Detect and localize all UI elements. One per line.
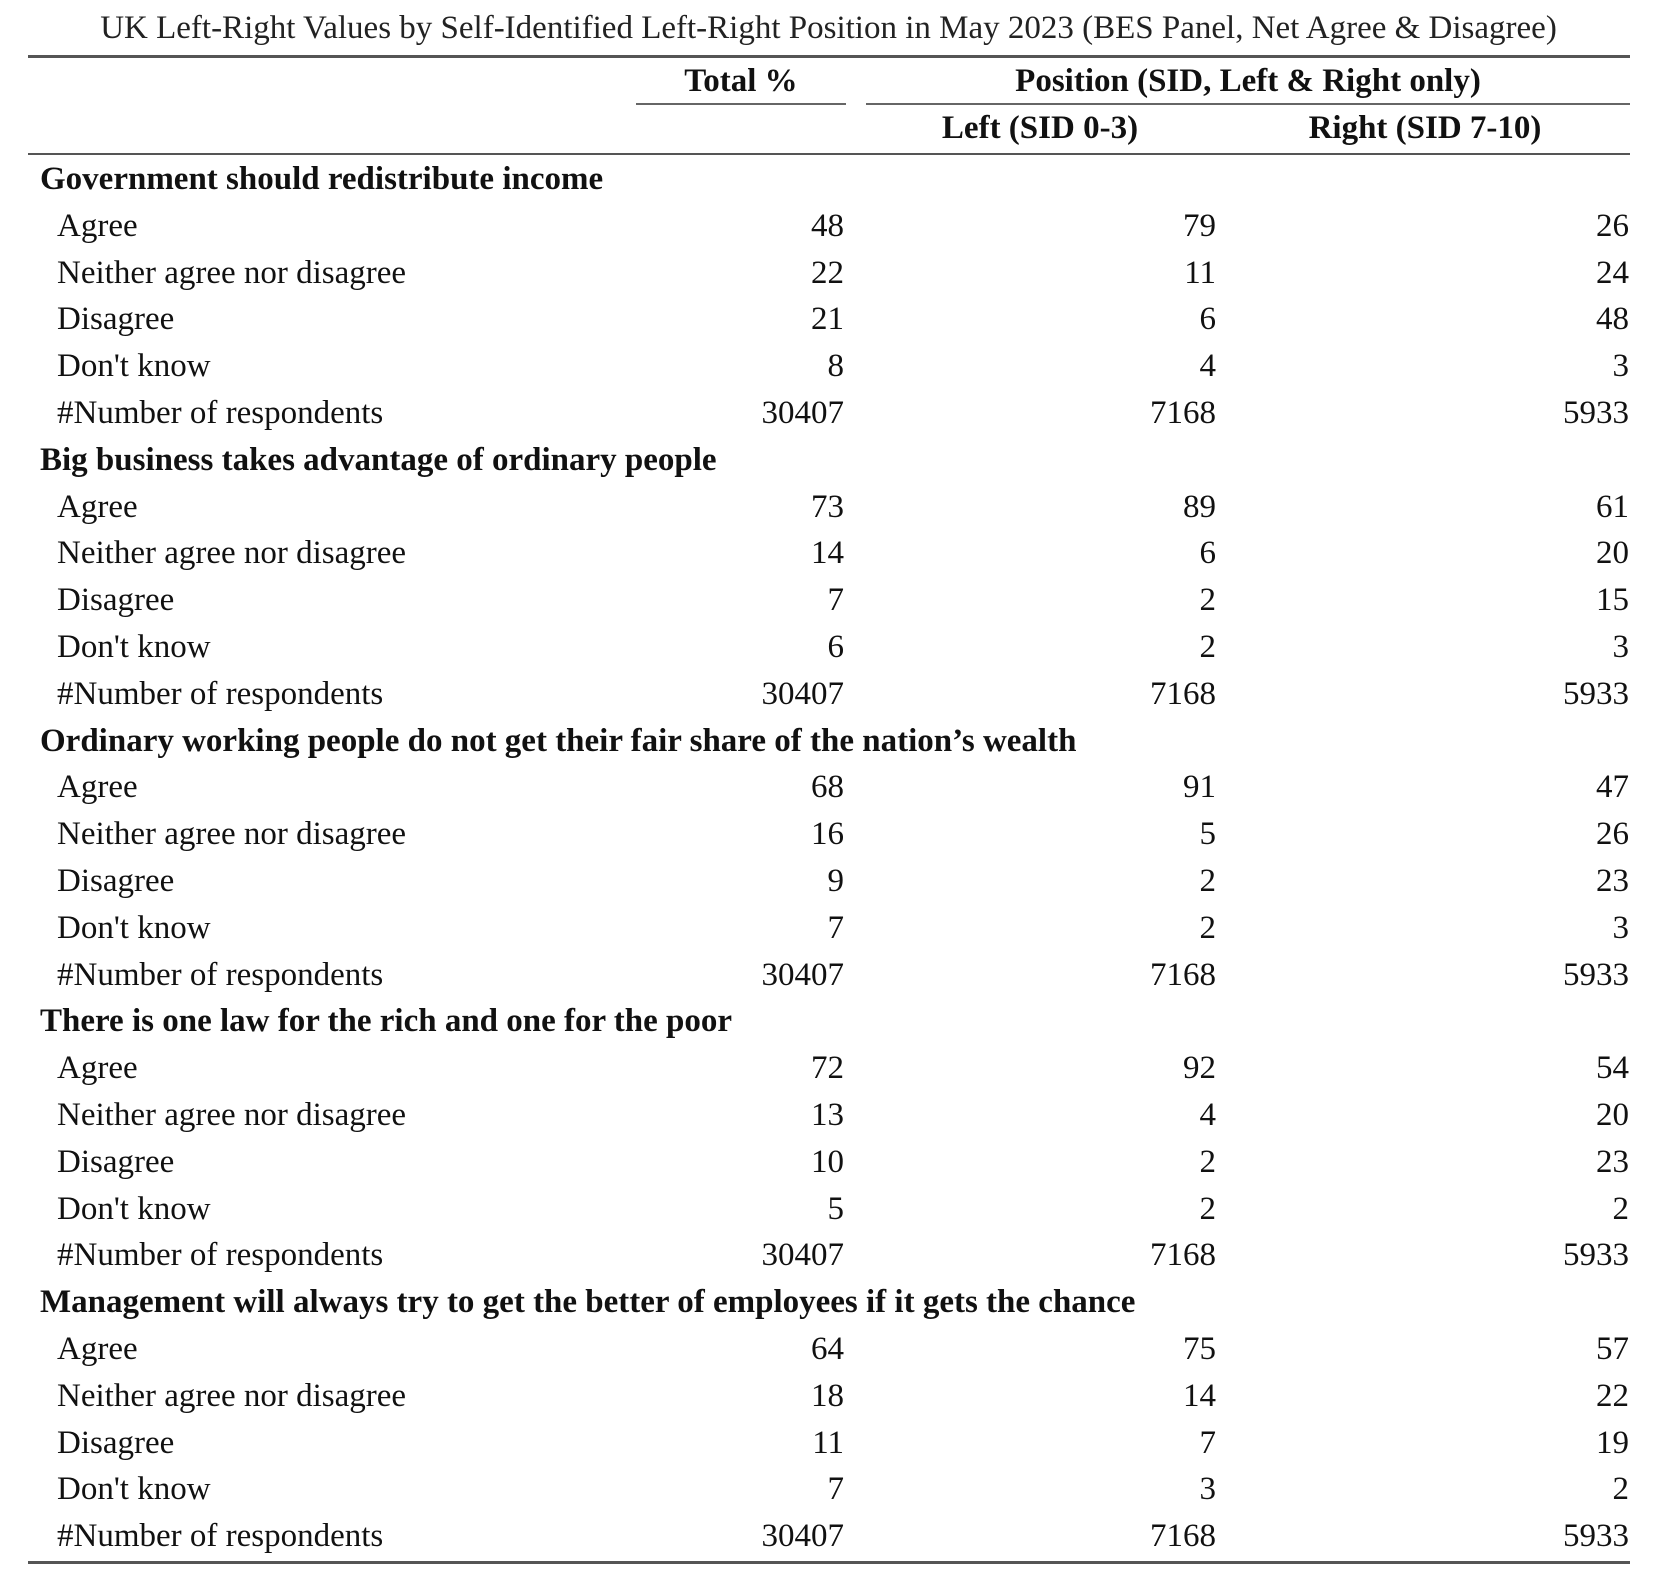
left-value: 7168 <box>1150 1237 1216 1274</box>
total-header-underline <box>636 103 846 105</box>
row-label: Don't know <box>57 909 211 946</box>
position-header-underline <box>866 103 1630 105</box>
right-value: 47 <box>1596 769 1629 806</box>
total-value: 73 <box>811 488 844 525</box>
section-row <box>0 437 1657 484</box>
header-bottom-rule <box>28 153 1630 155</box>
total-value: 10 <box>811 1143 844 1180</box>
right-value: 26 <box>1596 816 1629 853</box>
left-value: 4 <box>1199 348 1216 385</box>
total-value: 7 <box>827 582 844 619</box>
right-value: 54 <box>1596 1050 1629 1087</box>
left-value: 2 <box>1199 1143 1216 1180</box>
left-value: 3 <box>1199 1471 1216 1508</box>
table-row <box>0 390 1657 437</box>
row-label: Agree <box>57 488 138 525</box>
right-value: 20 <box>1596 535 1629 572</box>
total-value: 21 <box>811 301 844 338</box>
table-row <box>0 858 1657 905</box>
left-value: 79 <box>1183 207 1216 244</box>
table-row <box>0 1186 1657 1233</box>
row-label: Neither agree nor disagree <box>57 1377 407 1414</box>
left-value: 2 <box>1199 862 1216 899</box>
section-title: Management will always try to get the better of employees if it gets the chance <box>40 1284 1136 1321</box>
row-label: Neither agree nor disagree <box>57 1096 407 1133</box>
total-value: 7 <box>827 909 844 946</box>
table-row <box>0 250 1657 297</box>
row-label: Disagree <box>57 1424 175 1461</box>
row-label: #Number of respondents <box>57 675 384 712</box>
row-label: Neither agree nor disagree <box>57 816 407 853</box>
section-title: There is one law for the rich and one for the poor <box>40 1003 733 1040</box>
left-value: 14 <box>1183 1377 1216 1414</box>
total-value: 30407 <box>761 1237 844 1274</box>
total-value: 13 <box>811 1096 844 1133</box>
left-value: 7168 <box>1150 956 1216 993</box>
right-value: 26 <box>1596 207 1629 244</box>
section-title: Government should redistribute income <box>40 161 604 197</box>
header-position: Position (SID, Left & Right only) <box>1015 63 1481 99</box>
row-label: #Number of respondents <box>57 1237 384 1274</box>
right-value: 23 <box>1596 862 1629 899</box>
row-label: #Number of respondents <box>57 394 384 431</box>
right-value: 22 <box>1596 1377 1629 1414</box>
section-title: Ordinary working people do not get their fair share of the nation’s wealth <box>40 722 1077 759</box>
row-label: Don't know <box>57 628 211 665</box>
row-label: Agree <box>57 1050 138 1087</box>
total-value: 30407 <box>761 1518 844 1555</box>
right-value: 61 <box>1596 488 1629 525</box>
left-value: 89 <box>1183 488 1216 525</box>
section-row <box>0 156 1657 203</box>
row-label: Agree <box>57 1330 138 1367</box>
row-label: Agree <box>57 207 138 244</box>
right-value: 48 <box>1596 301 1629 338</box>
bottom-rule <box>28 1561 1630 1564</box>
row-label: Disagree <box>57 862 175 899</box>
left-value: 75 <box>1183 1330 1216 1367</box>
table-row <box>0 1466 1657 1513</box>
left-value: 6 <box>1199 535 1216 572</box>
table-row <box>0 1092 1657 1139</box>
top-rule <box>28 55 1630 58</box>
total-value: 11 <box>812 1424 844 1461</box>
left-value: 4 <box>1199 1096 1216 1133</box>
left-value: 5 <box>1199 816 1216 853</box>
right-value: 5933 <box>1563 956 1629 993</box>
right-value: 5933 <box>1563 1237 1629 1274</box>
row-label: #Number of respondents <box>57 1518 384 1555</box>
table-row <box>0 764 1657 811</box>
left-value: 91 <box>1183 769 1216 806</box>
right-value: 3 <box>1612 348 1629 385</box>
row-label: #Number of respondents <box>57 956 384 993</box>
table-row <box>0 577 1657 624</box>
row-label: Neither agree nor disagree <box>57 535 407 572</box>
left-value: 6 <box>1199 301 1216 338</box>
table-row <box>0 1139 1657 1186</box>
left-value: 11 <box>1184 254 1216 291</box>
section-row <box>0 1279 1657 1326</box>
right-value: 15 <box>1596 582 1629 619</box>
right-value: 5933 <box>1563 394 1629 431</box>
right-value: 2 <box>1612 1471 1629 1508</box>
table-row <box>0 671 1657 718</box>
table-row <box>0 1373 1657 1420</box>
left-value: 7168 <box>1150 1518 1216 1555</box>
total-value: 16 <box>811 816 844 853</box>
table-row <box>0 1420 1657 1467</box>
right-value: 2 <box>1612 1190 1629 1227</box>
table-row <box>0 1045 1657 1092</box>
row-label: Don't know <box>57 1190 211 1227</box>
total-value: 30407 <box>761 394 844 431</box>
right-value: 20 <box>1596 1096 1629 1133</box>
table-row <box>0 296 1657 343</box>
table-body <box>0 156 1657 1560</box>
total-value: 14 <box>811 535 844 572</box>
left-value: 7 <box>1199 1424 1216 1461</box>
table-row <box>0 343 1657 390</box>
left-value: 7168 <box>1150 675 1216 712</box>
table-row <box>0 811 1657 858</box>
left-value: 2 <box>1199 909 1216 946</box>
row-label: Disagree <box>57 301 175 338</box>
section-row <box>0 718 1657 765</box>
right-value: 5933 <box>1563 675 1629 712</box>
section-title: Big business takes advantage of ordinary people <box>40 441 717 478</box>
table-row <box>0 624 1657 671</box>
right-value: 5933 <box>1563 1518 1629 1555</box>
left-value: 2 <box>1199 628 1216 665</box>
left-value: 2 <box>1199 582 1216 619</box>
table-row <box>0 203 1657 250</box>
right-value: 19 <box>1596 1424 1629 1461</box>
row-label: Disagree <box>57 582 175 619</box>
total-value: 7 <box>827 1471 844 1508</box>
right-value: 24 <box>1596 254 1629 291</box>
total-value: 64 <box>811 1330 844 1367</box>
total-value: 5 <box>827 1190 844 1227</box>
row-label: Don't know <box>57 348 211 385</box>
table-row <box>0 484 1657 531</box>
row-label: Neither agree nor disagree <box>57 254 407 291</box>
total-value: 48 <box>811 207 844 244</box>
left-value: 2 <box>1199 1190 1216 1227</box>
total-value: 6 <box>827 628 844 665</box>
total-value: 9 <box>827 862 844 899</box>
table-row <box>0 1513 1657 1560</box>
left-value: 92 <box>1183 1050 1216 1087</box>
total-value: 72 <box>811 1050 844 1087</box>
table-row <box>0 1232 1657 1279</box>
total-value: 18 <box>811 1377 844 1414</box>
table-row <box>0 905 1657 952</box>
table-row <box>0 1326 1657 1373</box>
header-left: Left (SID 0-3) <box>941 110 1139 146</box>
table-row <box>0 530 1657 577</box>
total-value: 30407 <box>761 675 844 712</box>
right-value: 57 <box>1596 1330 1629 1367</box>
row-label: Disagree <box>57 1143 175 1180</box>
total-value: 68 <box>811 769 844 806</box>
right-value: 3 <box>1612 909 1629 946</box>
table-title: UK Left-Right Values by Self-Identified Left-Right Position in May 2023 (BES Panel, Net Agree & Disagree) <box>100 10 1557 46</box>
total-value: 8 <box>827 348 844 385</box>
row-label: Don't know <box>57 1471 211 1508</box>
total-value: 30407 <box>761 956 844 993</box>
table-row <box>0 952 1657 999</box>
section-row <box>0 998 1657 1045</box>
right-value: 23 <box>1596 1143 1629 1180</box>
total-value: 22 <box>811 254 844 291</box>
right-value: 3 <box>1612 628 1629 665</box>
header-right: Right (SID 7-10) <box>1308 110 1542 146</box>
header-total: Total % <box>684 63 798 99</box>
left-value: 7168 <box>1150 394 1216 431</box>
row-label: Agree <box>57 769 138 806</box>
